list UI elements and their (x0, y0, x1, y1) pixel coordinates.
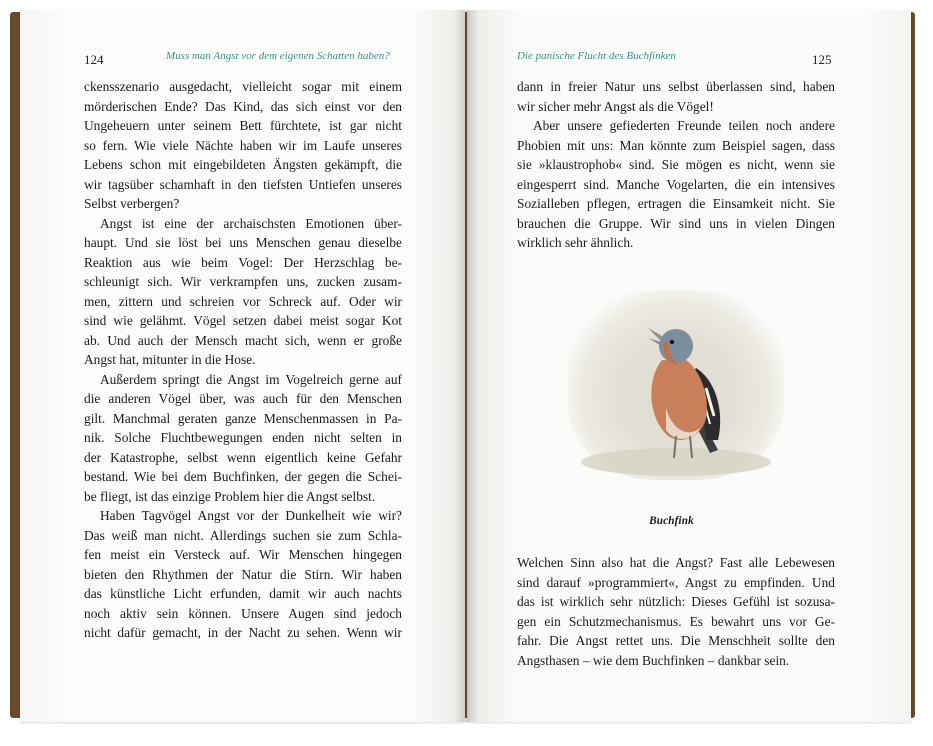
text-line: wir tagsüber schamhaft in den tiefsten Untiefen unseres (84, 176, 402, 192)
text-line: eingesperrt sind. Manche Vogelarten, die ein intensives (517, 176, 835, 192)
text-line: Lebens schon mit eingebildeten Ängsten gekämpft, die (84, 157, 402, 172)
text-line: Haben Tagvögel Angst vor der Dunkelheit wie wir? (100, 508, 402, 523)
text-line: haupt. Und sie löst bei uns Menschen genau dieselbe (84, 235, 402, 250)
text-line: bestand. Wie bei dem Buchfinken, der gegen die Schei- (84, 469, 402, 484)
text-line: be fliegt, ist das einzige Problem hier die Angst selbst. (84, 488, 376, 504)
left-body-text (84, 77, 402, 643)
text-line: Außerdem springt die Angst im Vogelreich gerne auf (100, 371, 402, 387)
text-line: sind wie gelähmt. Vögel setzen dabei meist sogar Kot (84, 313, 402, 328)
running-head-right: Die panische Flucht des Buchfinken (517, 50, 676, 62)
text-line: Aber unsere gefiederten Freunde teilen noch andere (533, 118, 835, 133)
text-line: sie »klaustrophob« sind. Sie mögen es nicht, wenn sie (517, 157, 835, 172)
text-line: so fern. Wie viele Nächte haben wir im Laufe unseres (84, 137, 402, 153)
text-line: sind darauf »programmiert«, Angst zu empfinden. Und (517, 574, 835, 590)
text-line: gen ein Schutzmechanismus. Es bewahrt uns vor Ge- (517, 613, 835, 629)
text-line: Angst hat, mitunter in die Hose. (84, 352, 256, 367)
text-line: schleunigt sich. Wir verkrampfen uns, zucken zusam- (84, 274, 402, 289)
running-head-left: Muss man Angst vor dem eigenen Schatten haben? (166, 50, 390, 62)
text-line: Angsthasen – wie dem Buchfinken – dankbar sein. (517, 652, 790, 668)
page-number-right: 125 (812, 52, 832, 67)
text-line: noch aktiv sein können. Unsere Augen sind jedoch (84, 605, 402, 621)
text-line: ab. Und auch der Mensch macht sich, wenn er große (84, 332, 402, 348)
text-line: Phobien mit uns: Man könnte zum Beispiel sagen, dass (517, 137, 835, 153)
text-line: Angst ist eine der archaischsten Emotionen über- (100, 215, 402, 231)
text-line: bieten den Rhythmen der Natur die Stirn. Wir haben (84, 566, 402, 582)
text-line: men, zittern und schreien vor Schreck auf. Oder wir (84, 293, 402, 309)
text-line: die anderen Vögel über, was auch für den Menschen (84, 391, 402, 406)
text-line: Ungeheuern unter seinem Bett fürchtete, ist gar nicht (84, 118, 402, 133)
text-line: gilt. Manchmal geraten ganze Menschenmassen in Pa- (84, 410, 402, 426)
page-number-left: 124 (84, 52, 104, 67)
text-line: ckensszenario ausgedacht, vielleicht sogar mit einem (84, 79, 402, 94)
spine-shadow (455, 10, 479, 722)
chaffinch-photo (568, 290, 784, 480)
text-line: Sozialleben pflegen, ertragen die Einsamkeit nicht. Sie (517, 196, 835, 211)
text-line: mörderischen Ende? Das Kind, das sich einst vor den (84, 98, 402, 114)
text-line: das ist wirklich sehr nützlich: Dieses Gefühl ist sozusa- (517, 594, 835, 609)
chaffinch-icon (568, 290, 784, 480)
text-line: wirklich sehr ähnlich. (517, 235, 634, 250)
right-body-text-bottom (517, 553, 835, 670)
text-line: der Katastrophe, selbst wenn eigentlich keine Gefahr (84, 449, 402, 465)
text-line: brauchen die Gruppe. Wir sind uns in vielen Dingen (517, 215, 835, 231)
text-line: wir sicher mehr Angst als die Vögel! (517, 98, 714, 114)
text-line: das künstliche Licht erfunden, damit wir auch nachts (84, 586, 402, 601)
text-line: Das weiß man nicht. Allerdings suchen sie zum Schla- (84, 527, 402, 543)
image-caption: Buchfink (649, 515, 694, 527)
text-line: fahr. Die Angst rettet uns. Die Menschheit sollte den (517, 633, 835, 648)
text-line: Welchen Sinn also hat die Angst? Fast alle Lebewesen (517, 555, 835, 570)
text-line: fen meist ein Versteck auf. Wir Menschen hingegen (84, 547, 402, 562)
text-line: dann in freier Natur uns selbst überlassen sind, haben (517, 79, 835, 94)
text-line: nicht dafür gemacht, in der Nacht zu sehen. Wenn wir (84, 625, 402, 640)
text-line: Reaktion aus wie beim Vogel: Der Herzschlag be- (84, 254, 402, 270)
right-body-text-top (517, 77, 835, 253)
text-line: nik. Solche Fluchtbewegungen enden nicht selten in (84, 430, 402, 445)
text-line: Selbst verbergen? (84, 196, 180, 211)
